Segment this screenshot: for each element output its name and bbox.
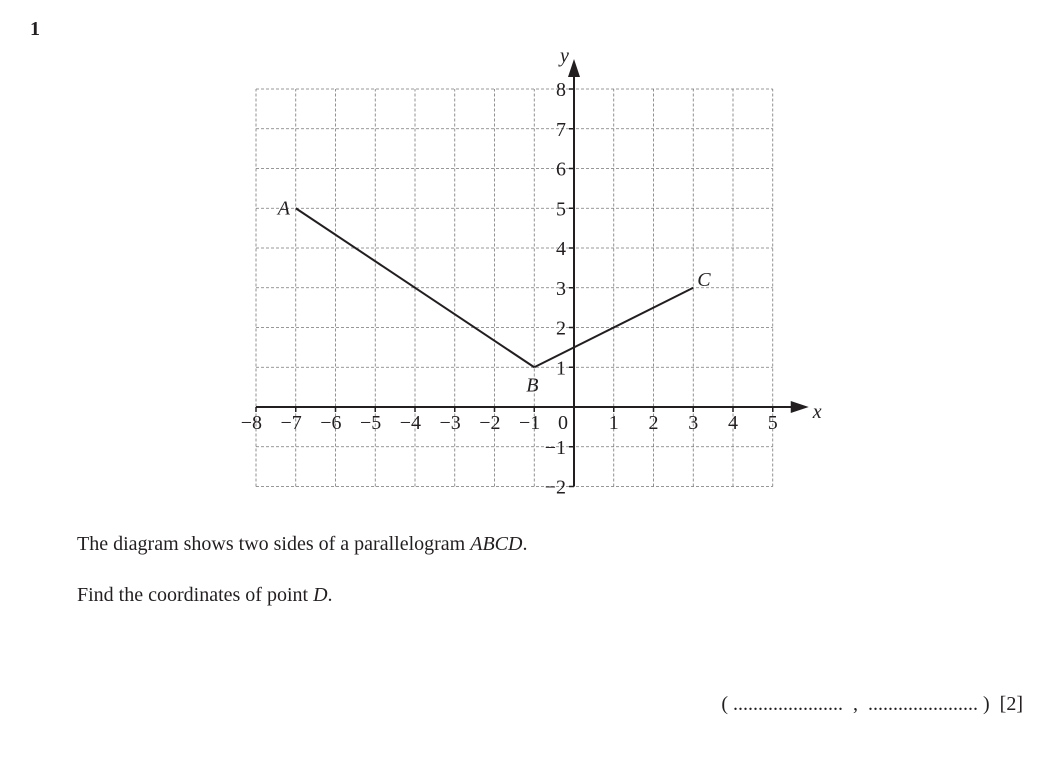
- point-labels: [276, 197, 712, 396]
- x-tick-label: 2: [648, 412, 659, 434]
- x-tick-label: 3: [688, 412, 699, 434]
- task-end: .: [327, 584, 333, 606]
- y-tick-label: 7: [556, 118, 566, 141]
- y-tick-label: −2: [544, 476, 566, 499]
- y-tick-label: 1: [556, 357, 566, 380]
- y-axis-arrow-icon: [568, 59, 580, 77]
- y-tick-label: 8: [556, 79, 566, 101]
- x-tick-label: 5: [767, 412, 778, 434]
- answer-comma: ,: [853, 693, 858, 715]
- y-tick-label: 6: [556, 158, 566, 181]
- task-point-name: D: [313, 584, 328, 606]
- answer-close-paren: ): [983, 693, 990, 715]
- origin-label: 0: [558, 412, 568, 434]
- statement-end: .: [522, 533, 528, 555]
- parallelogram-name: ABCD: [470, 533, 523, 555]
- x-tick-label: 4: [728, 412, 738, 434]
- task-text: [77, 584, 333, 607]
- x-tick-label: −1: [518, 412, 541, 434]
- answer-x-blank[interactable]: ......................: [733, 693, 843, 715]
- y-tick-label: 4: [556, 238, 566, 260]
- y-tick-label: −1: [544, 436, 566, 459]
- x-tick-label: −4: [399, 412, 421, 434]
- y-tick-label: 5: [556, 198, 566, 221]
- question-number: 1: [30, 18, 40, 40]
- diagram-description: [77, 533, 527, 556]
- x-tick-label: 1: [608, 412, 619, 434]
- x-tick-label: −2: [479, 412, 501, 434]
- point-label-C: C: [697, 268, 711, 291]
- point-label-B: B: [526, 374, 539, 397]
- point-label-A: A: [277, 197, 290, 220]
- marks-label: [2]: [999, 693, 1023, 715]
- y-tick-label: 2: [556, 317, 566, 340]
- x-tick-label: −8: [240, 412, 262, 434]
- x-axis-arrow-icon: [791, 401, 809, 413]
- x-tick-label: −6: [320, 412, 342, 434]
- statement-text: The diagram shows two sides of a parallelogram: [77, 533, 471, 555]
- answer-y-blank[interactable]: ......................: [868, 693, 978, 715]
- task-prefix: Find the coordinates of point: [77, 584, 314, 606]
- x-axis-label: x: [812, 401, 822, 423]
- x-tick-label: −5: [359, 412, 382, 434]
- answer-open-paren: (: [721, 693, 728, 715]
- x-tick-label: −3: [439, 412, 461, 434]
- y-tick-label: 3: [556, 277, 566, 300]
- x-tick-label: −7: [280, 412, 302, 434]
- y-axis-label: y: [560, 45, 569, 67]
- answer-line: [721, 693, 1023, 716]
